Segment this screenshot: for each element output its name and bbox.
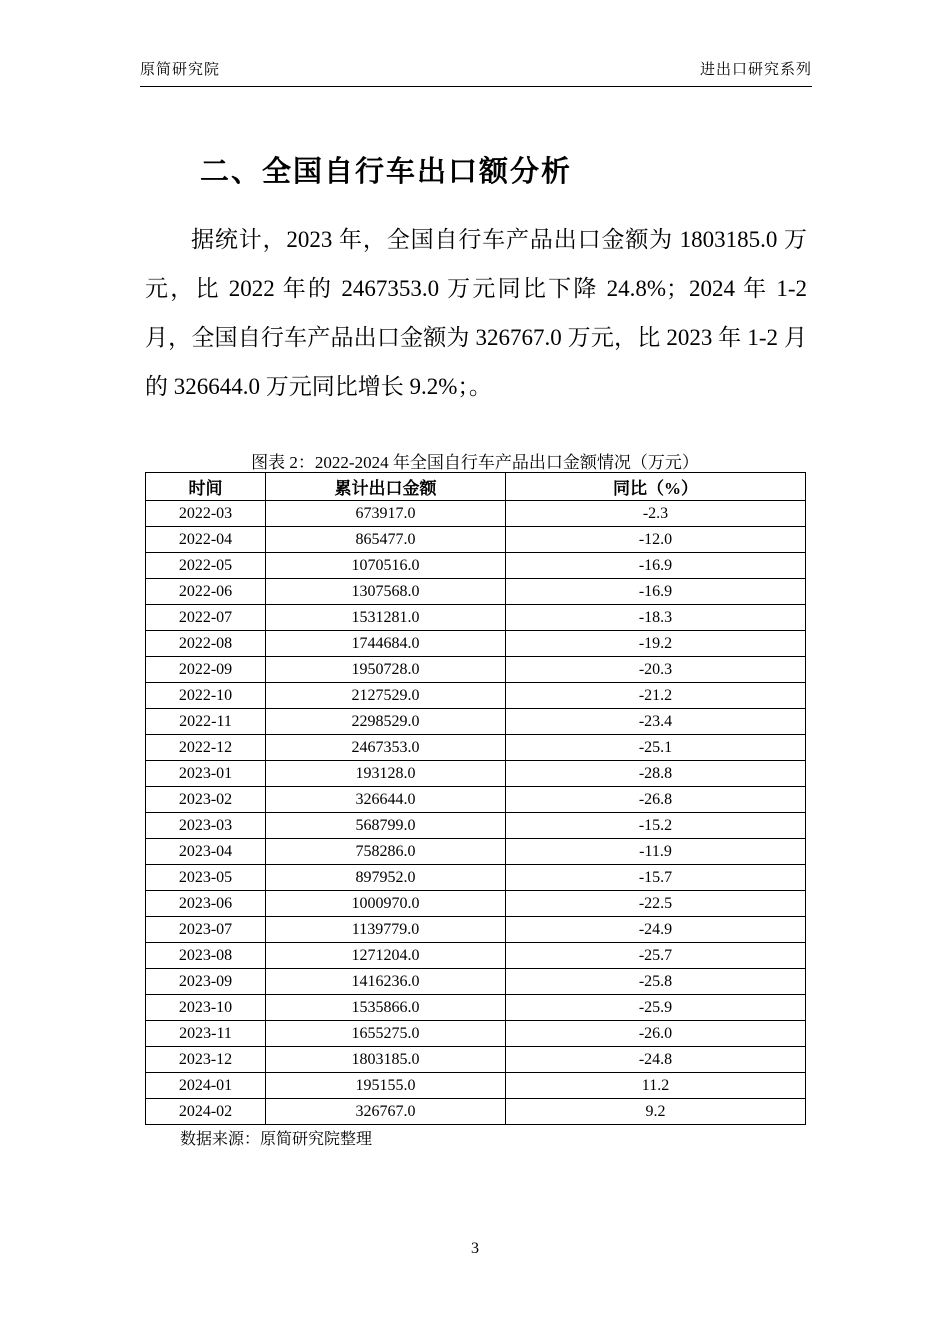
table-row xyxy=(146,605,806,631)
table-cell: 193128.0 xyxy=(266,761,506,787)
table-row xyxy=(146,787,806,813)
table-cell: -22.5 xyxy=(506,891,806,917)
table-cell: 11.2 xyxy=(506,1073,806,1099)
table-row xyxy=(146,943,806,969)
table-cell: 1307568.0 xyxy=(266,579,506,605)
table-cell: -18.3 xyxy=(506,605,806,631)
table-row xyxy=(146,969,806,995)
table-cell: 326644.0 xyxy=(266,787,506,813)
export-data-table xyxy=(145,472,806,1125)
table-cell: 2022-07 xyxy=(146,605,266,631)
table-row xyxy=(146,1099,806,1125)
table-row xyxy=(146,501,806,527)
table-row xyxy=(146,579,806,605)
table-row xyxy=(146,761,806,787)
table-row xyxy=(146,1073,806,1099)
table-cell: 2024-01 xyxy=(146,1073,266,1099)
table-cell: 2022-11 xyxy=(146,709,266,735)
table-cell: -16.9 xyxy=(506,553,806,579)
table-cell: 2467353.0 xyxy=(266,735,506,761)
table-cell: 897952.0 xyxy=(266,865,506,891)
table-cell: 1655275.0 xyxy=(266,1021,506,1047)
body-paragraph: 据统计，2023 年，全国自行车产品出口金额为 1803185.0 万元，比 2022 年的 2467353.0 万元同比下降 24.8%；2024 年 1-2 月，全国自行车产品出口金额为 326767.0 万元，比 2023 年 1-2 月的 326644.0 万元同比增长 9.2%；。 xyxy=(145,227,807,399)
header-right-text: 进出口研究系列 xyxy=(699,62,812,78)
table-row xyxy=(146,553,806,579)
table-cell: -26.0 xyxy=(506,1021,806,1047)
column-header-time: 时间 xyxy=(146,473,266,501)
table-row xyxy=(146,995,806,1021)
table-cell: 1000970.0 xyxy=(266,891,506,917)
table-cell: -2.3 xyxy=(506,501,806,527)
table-cell: -20.3 xyxy=(506,657,806,683)
table-cell: -28.8 xyxy=(506,761,806,787)
table-cell: -15.7 xyxy=(506,865,806,891)
table-cell: 195155.0 xyxy=(266,1073,506,1099)
section-title: 二、全国自行车出口额分析 xyxy=(200,156,573,189)
table-cell: -23.4 xyxy=(506,709,806,735)
table-cell: 2127529.0 xyxy=(266,683,506,709)
table-cell: 1070516.0 xyxy=(266,553,506,579)
table-cell: -24.9 xyxy=(506,917,806,943)
table-cell: -26.8 xyxy=(506,787,806,813)
table-cell: -25.1 xyxy=(506,735,806,761)
table-cell: 2023-12 xyxy=(146,1047,266,1073)
table-cell: 2024-02 xyxy=(146,1099,266,1125)
table-row xyxy=(146,1021,806,1047)
table-row xyxy=(146,839,806,865)
table-cell: 1744684.0 xyxy=(266,631,506,657)
table-row xyxy=(146,813,806,839)
table-cell: 2023-04 xyxy=(146,839,266,865)
table-row xyxy=(146,709,806,735)
table-cell: -25.8 xyxy=(506,969,806,995)
table-cell: 2022-12 xyxy=(146,735,266,761)
table-cell: 2022-04 xyxy=(146,527,266,553)
table-body xyxy=(146,501,806,1125)
table-caption: 图表 2：2022-2024 年全国自行车产品出口金额情况（万元） xyxy=(251,453,699,472)
table-cell: 1950728.0 xyxy=(266,657,506,683)
table-cell: 1535866.0 xyxy=(266,995,506,1021)
table-cell: 2023-11 xyxy=(146,1021,266,1047)
table-cell: 2022-08 xyxy=(146,631,266,657)
table-cell: 2023-10 xyxy=(146,995,266,1021)
column-header-amount: 累计出口金额 xyxy=(266,473,506,501)
table-cell: 1531281.0 xyxy=(266,605,506,631)
table-cell: 2023-03 xyxy=(146,813,266,839)
table-cell: 865477.0 xyxy=(266,527,506,553)
table-row xyxy=(146,917,806,943)
table-cell: 1416236.0 xyxy=(266,969,506,995)
table-cell: -12.0 xyxy=(506,527,806,553)
table-cell: -25.9 xyxy=(506,995,806,1021)
table-cell: -24.8 xyxy=(506,1047,806,1073)
table-cell: 673917.0 xyxy=(266,501,506,527)
table-cell: 2023-08 xyxy=(146,943,266,969)
table-cell: 2023-01 xyxy=(146,761,266,787)
table-row xyxy=(146,683,806,709)
table-cell: 2023-09 xyxy=(146,969,266,995)
table-row xyxy=(146,891,806,917)
page-header xyxy=(140,58,812,79)
table-cell: 2022-05 xyxy=(146,553,266,579)
table-cell: 758286.0 xyxy=(266,839,506,865)
table-row xyxy=(146,657,806,683)
table-cell: 326767.0 xyxy=(266,1099,506,1125)
table-cell: 1271204.0 xyxy=(266,943,506,969)
table-cell: 2023-07 xyxy=(146,917,266,943)
table-cell: 2298529.0 xyxy=(266,709,506,735)
column-header-yoy: 同比（%） xyxy=(506,473,806,501)
header-left-text: 原简研究院 xyxy=(140,62,221,78)
table-cell: 2022-10 xyxy=(146,683,266,709)
table-row xyxy=(146,865,806,891)
header-divider xyxy=(140,86,812,87)
table-cell: 2022-03 xyxy=(146,501,266,527)
table-cell: 2023-05 xyxy=(146,865,266,891)
table-cell: -11.9 xyxy=(506,839,806,865)
table-cell: 2022-06 xyxy=(146,579,266,605)
page-number: 3 xyxy=(471,1240,479,1257)
table-cell: 1139779.0 xyxy=(266,917,506,943)
table-cell: 2022-09 xyxy=(146,657,266,683)
table-cell: 9.2 xyxy=(506,1099,806,1125)
table-row xyxy=(146,1047,806,1073)
table-cell: 2023-06 xyxy=(146,891,266,917)
table-row xyxy=(146,735,806,761)
table-header-row xyxy=(146,473,806,501)
table-cell: -25.7 xyxy=(506,943,806,969)
table-row xyxy=(146,631,806,657)
table-cell: -15.2 xyxy=(506,813,806,839)
table-cell: 1803185.0 xyxy=(266,1047,506,1073)
table-cell: -21.2 xyxy=(506,683,806,709)
table-cell: -19.2 xyxy=(506,631,806,657)
source-note: 数据来源：原简研究院整理 xyxy=(180,1131,373,1148)
table-row xyxy=(146,527,806,553)
table-cell: 2023-02 xyxy=(146,787,266,813)
table-cell: 568799.0 xyxy=(266,813,506,839)
table-cell: -16.9 xyxy=(506,579,806,605)
